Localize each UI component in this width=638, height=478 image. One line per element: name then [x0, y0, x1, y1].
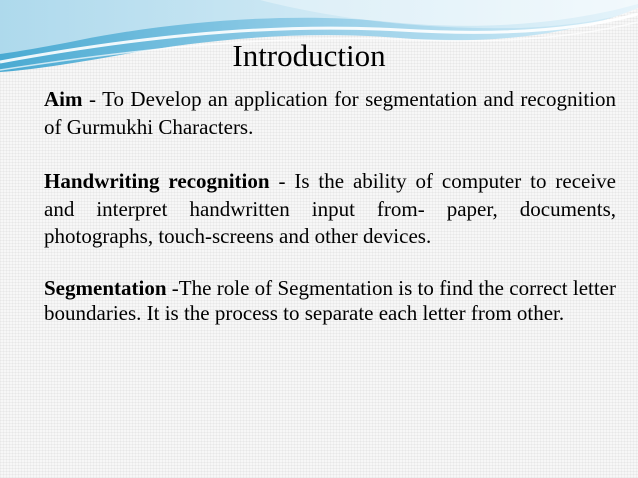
term-aim: Aim — [44, 87, 83, 111]
text-aim: - To Develop an application for segmentation and recognition of Gurmukhi Characters. — [44, 87, 616, 139]
slide-title-text: Introduction — [232, 38, 386, 73]
text-segmentation: -The role of Segmentation is to find the correct letter boundaries. It is the process to separate each letter from other. — [44, 276, 616, 325]
paragraph-aim — [44, 86, 616, 141]
term-handwriting-recognition: Handwriting recognition — [44, 169, 270, 193]
paragraph-segmentation — [44, 276, 616, 326]
slide-title — [0, 36, 638, 76]
term-segmentation: Segmentation — [44, 276, 167, 300]
paragraph-handwriting-recognition — [44, 168, 616, 251]
text-handwriting-recognition: - Is the ability of computer to receive and interpret handwritten input from- paper, documents, photographs, touch-screens and other devices. — [44, 169, 616, 248]
